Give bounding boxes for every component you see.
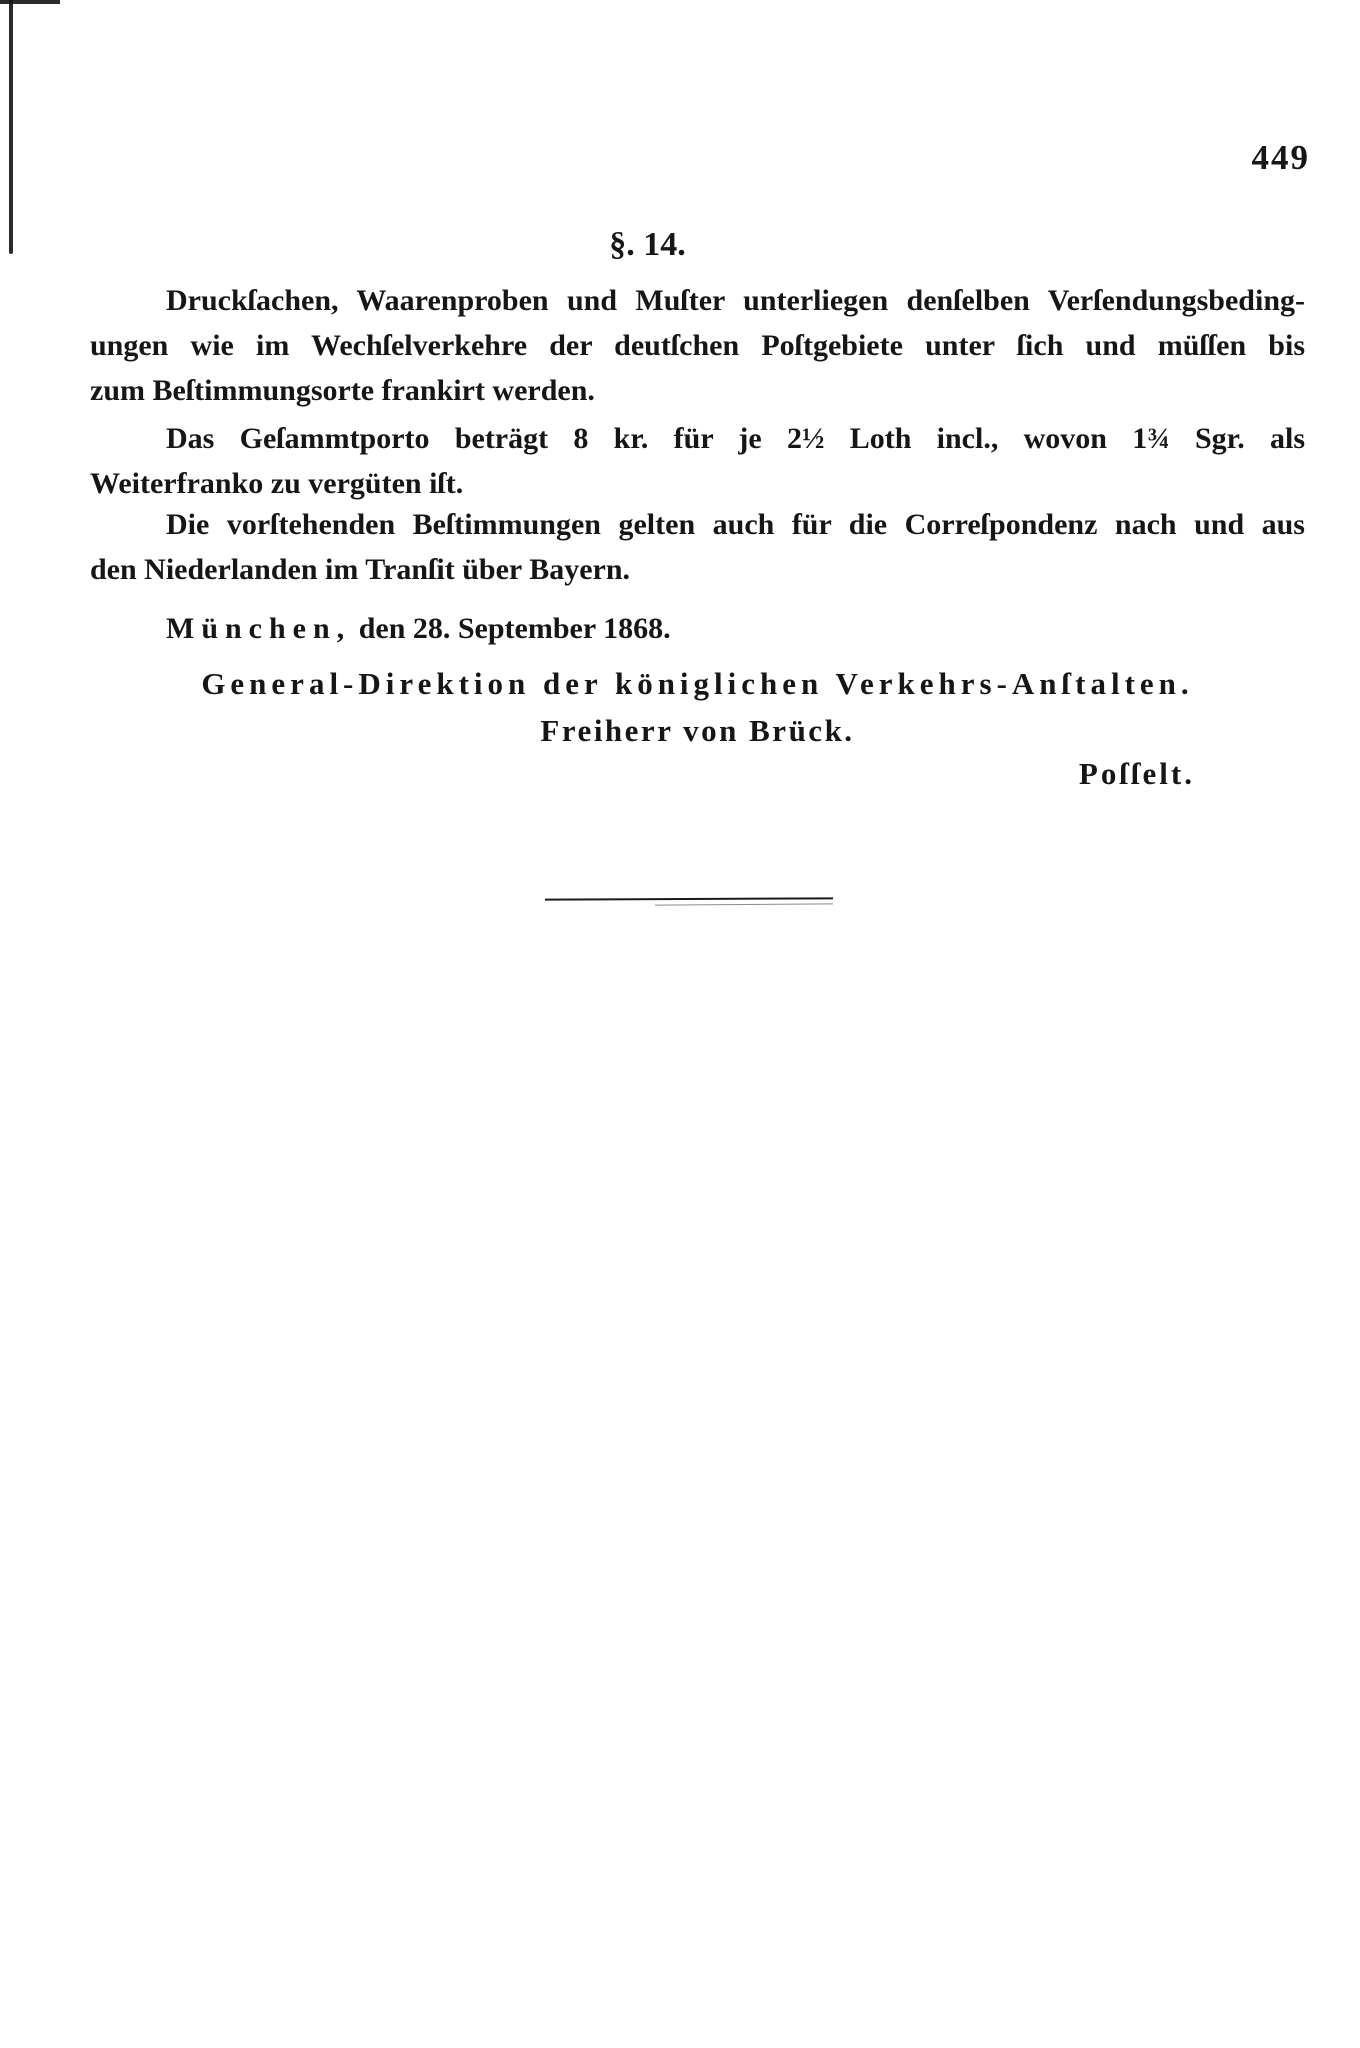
paragraph-line: Das Geſammtporto beträgt 8 kr. für je 2½ Loth incl., wovon 1¾ Sgr. als <box>166 422 1305 455</box>
section-heading: §. 14. <box>609 226 686 263</box>
paragraph <box>90 416 1305 506</box>
dateline <box>90 606 1305 651</box>
signature-org-line: General-Direktion der königlichen Verkehrs-Anſtalten. <box>201 666 1194 701</box>
page-number: 449 <box>1251 138 1310 177</box>
paragraph-line: ungen wie im Wechſelverkehre der deutſchen Poſtgebiete unter ſich und müſſen bis <box>90 329 1305 362</box>
paragraph-line: Weiterfranko zu vergüten iſt. <box>90 467 464 500</box>
paragraph-line: den Niederlanden im Tranſit über Bayern. <box>90 553 631 586</box>
paragraph-line: Druckſachen, Waarenproben und Muſter unterliegen denſelben Verſendungsbeding- <box>166 284 1305 317</box>
scan-artifact-left-edge <box>9 0 13 254</box>
paragraph-line: zum Beſtimmungsorte frankirt werden. <box>90 374 595 407</box>
paragraph <box>90 278 1305 413</box>
paragraph <box>90 502 1305 592</box>
section-separator-rule-echo <box>655 903 833 905</box>
signature-official-line: Freiherr von Brück. <box>540 713 855 748</box>
dateline-city: München, <box>166 612 352 645</box>
dateline-rest: den 28. September 1868. <box>351 612 671 645</box>
paragraph-line: Die vorſtehenden Beſtimmungen gelten auch für die Correſpondenz nach und aus <box>166 508 1305 541</box>
signature-signer-line: Poſſelt. <box>1078 756 1195 791</box>
section-separator-rule <box>545 897 833 900</box>
